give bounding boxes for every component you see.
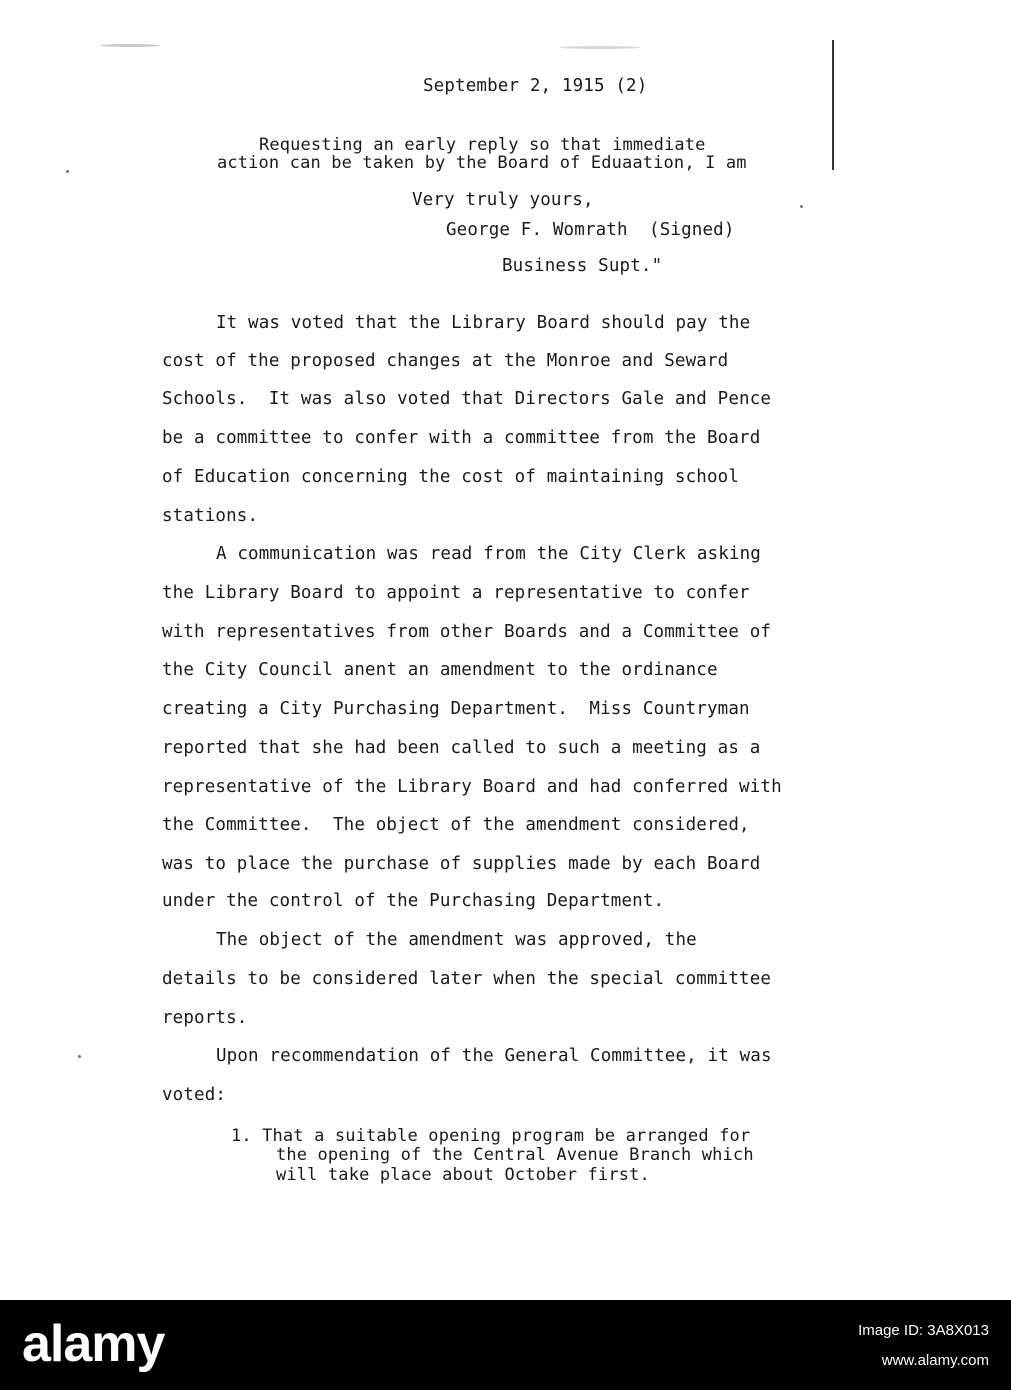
image-id-label: Image ID: 3A8X013	[858, 1322, 989, 1339]
paragraph-line: be a committee to confer with a committee from the Board	[162, 428, 761, 448]
margin-rule	[832, 40, 834, 170]
paragraph-line: A communication was read from the City Clerk asking	[216, 544, 761, 564]
paragraph-line: the Library Board to appoint a representative to confer	[162, 583, 750, 603]
paragraph-line: the City Council anent an amendment to the ordinance	[162, 660, 718, 680]
page-header: September 2, 1915 (2)	[423, 76, 648, 96]
letter-line: action can be taken by the Board of Eduaation, I am	[217, 153, 747, 173]
paragraph-line: creating a City Purchasing Department. Miss Countryman	[162, 699, 750, 719]
paragraph-line: representative of the Library Board and had conferred with	[162, 777, 782, 797]
watermark-banner	[0, 1300, 1011, 1390]
paragraph-line: was to place the purchase of supplies made by each Board	[162, 854, 761, 874]
paragraph-line: It was voted that the Library Board should pay the	[216, 313, 751, 333]
paragraph-line: Schools. It was also voted that Directors Gale and Pence	[162, 389, 772, 409]
scan-speck	[100, 44, 160, 47]
paragraph-line: The object of the amendment was approved, the	[216, 930, 697, 950]
paragraph-line: details to be considered later when the special committee	[162, 969, 772, 989]
list-item-line: 1. That a suitable opening program be arranged for	[231, 1126, 751, 1146]
paragraph-line: with representatives from other Boards and a Committee of	[162, 622, 772, 642]
list-item-line: will take place about October first.	[276, 1165, 650, 1185]
letter-salutation: Very truly yours,	[412, 190, 594, 210]
paragraph-line: cost of the proposed changes at the Monroe and Seward	[162, 351, 729, 371]
scan-speck	[800, 205, 803, 208]
letter-signer-title: Business Supt."	[502, 256, 663, 276]
list-item-line: the opening of the Central Avenue Branch which	[276, 1145, 754, 1165]
scan-speck	[66, 170, 69, 173]
watermark-url: www.alamy.com	[881, 1352, 989, 1369]
scan-speck	[78, 1055, 81, 1058]
paragraph-line: voted:	[162, 1085, 227, 1105]
letter-signer: George F. Womrath (Signed)	[446, 220, 735, 240]
paragraph-line: Upon recommendation of the General Committee, it was	[216, 1046, 772, 1066]
paragraph-line: reports.	[162, 1008, 248, 1028]
alamy-logo: alamy	[22, 1315, 165, 1373]
paragraph-line: the Committee. The object of the amendment considered,	[162, 815, 750, 835]
paragraph-line: reported that she had been called to such a meeting as a	[162, 738, 761, 758]
scan-speck	[560, 46, 640, 49]
paragraph-line: of Education concerning the cost of maintaining school	[162, 467, 740, 487]
letter-line: Requesting an early reply so that immediate	[259, 135, 706, 155]
paragraph-line: stations.	[162, 506, 259, 526]
paragraph-line: under the control of the Purchasing Department.	[162, 891, 665, 911]
